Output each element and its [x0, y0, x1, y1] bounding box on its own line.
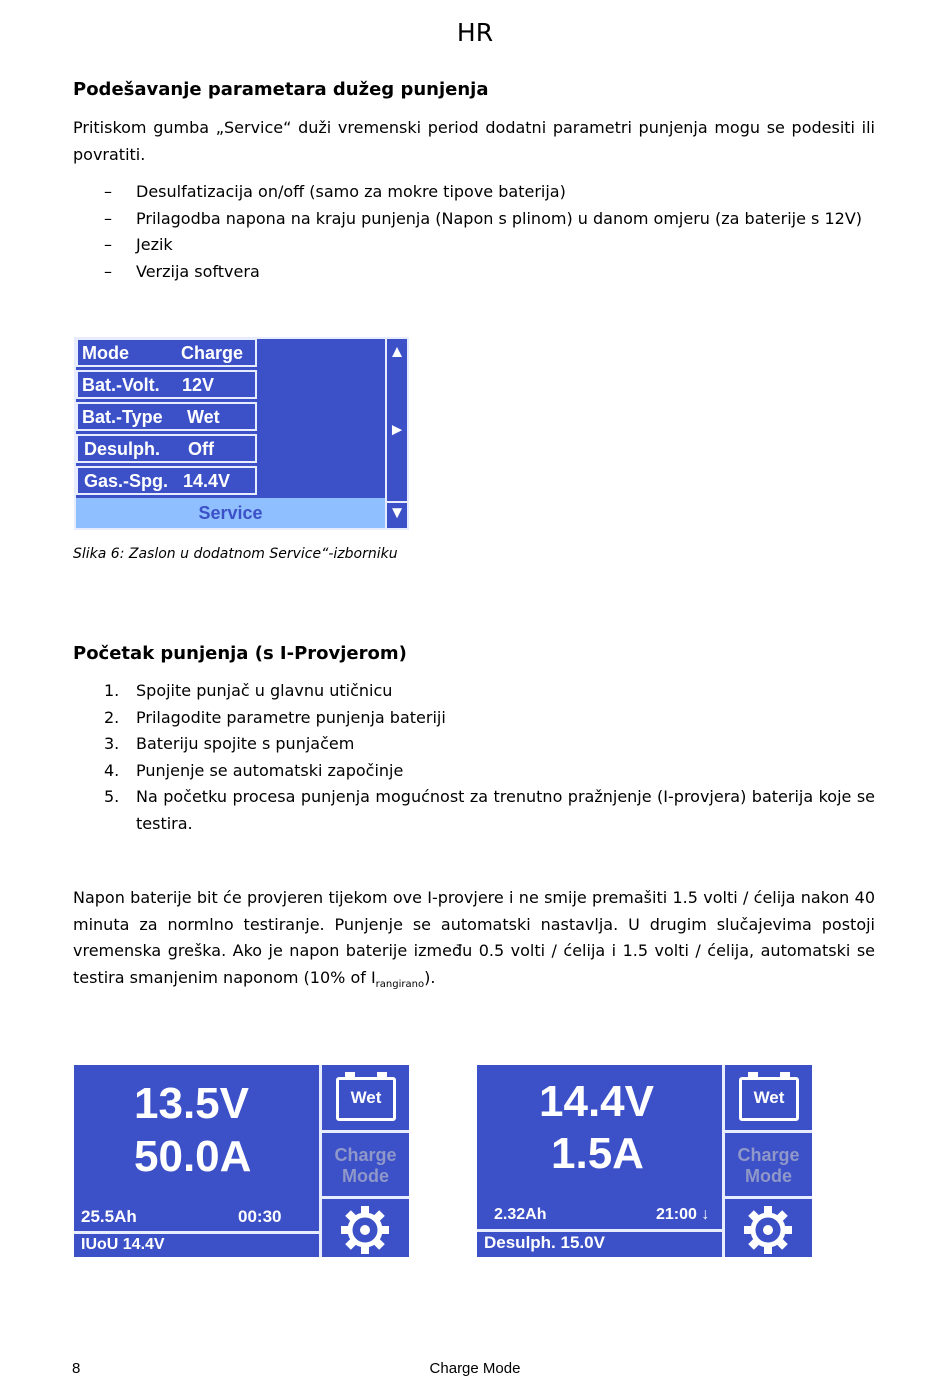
menu-row-desulph[interactable]: Desulph. Off — [76, 434, 257, 463]
list-item: – Verzija softvera — [104, 261, 260, 281]
voltage-readout: 13.5V — [134, 1079, 249, 1128]
service-button[interactable]: Service — [76, 498, 385, 528]
parameter-list — [104, 179, 875, 285]
gear-icon[interactable] — [743, 1205, 793, 1255]
charge-mode-label-2: Mode — [745, 1166, 792, 1186]
divider — [477, 1229, 722, 1232]
menu-row-bat-volt[interactable]: Bat.-Volt. 12V — [76, 370, 257, 399]
list-item: – Prilagodba napona na kraju punjenja (Napon s plinom) u danom omjeru (za baterije s 12V) — [104, 208, 862, 228]
list-item: – Jezik — [104, 235, 173, 254]
voltage-readout: 14.4V — [539, 1077, 654, 1126]
charge-mode-label-1: Charge — [334, 1145, 397, 1165]
battery-icon — [739, 1077, 799, 1121]
gear-icon[interactable] — [340, 1205, 390, 1255]
section-title-start-charging: Početak punjenja (s I-Provjerom) — [73, 643, 407, 664]
side-panel — [722, 1065, 812, 1257]
language-header: HR — [456, 18, 494, 47]
charge-mode-button[interactable] — [725, 1133, 812, 1199]
section-title-parameters: Podešavanje parametara dužeg punjenja — [73, 79, 489, 100]
capacity-readout: 25.5Ah — [81, 1207, 137, 1226]
figure-caption: Slika 6: Zaslon u dodatnom Service“-izborniku — [73, 546, 398, 562]
list-item: – Desulfatizacija on/off (samo za mokre tipove baterija) — [104, 182, 566, 201]
charging-screen-left — [74, 1065, 409, 1257]
list-item: 5. Na početku procesa punjenja mogućnost za trenutno pražnjenje (I-provjera) baterija koje se testira. — [104, 787, 875, 833]
charge-mode-button[interactable] — [322, 1133, 409, 1199]
list-item: 4. Punjenje se automatski započinje — [104, 760, 404, 780]
arrow-up-icon[interactable]: ▲ — [388, 342, 406, 361]
arrow-down-icon[interactable]: ▼ — [387, 501, 407, 529]
menu-row-mode[interactable]: Mode Charge — [76, 338, 257, 367]
time-readout: 00:30 — [238, 1207, 282, 1226]
i-check-paragraph: Napon baterije bit će provjeren tijekom ove I-provjere i ne smije premašiti 1.5 volti / ćelija nakon 40 minuta za normlno testiranje. Punjenje se automatski nastavlja. U drugim slučajevima postoji vremenska greška. Ako je napon baterije između 0.5 volti / ćelija i 1.5 volti / ćelija, automatski se testira smanjenim naponom (10% of $I_{rangirano}$). — [73, 888, 875, 990]
arrow-right-icon[interactable]: ► — [388, 420, 406, 439]
battery-type-label: Wet — [753, 1088, 785, 1107]
mode-line: Desulph. 15.0V — [484, 1233, 605, 1252]
menu-row-bat-type[interactable]: Bat.-Type Wet — [76, 402, 257, 431]
intro-paragraph: Pritiskom gumba „Service“ duži vremenski period dodatni parametri punjenja mogu se podesiti ili povratiti. — [73, 118, 875, 164]
battery-type-button[interactable] — [725, 1065, 812, 1133]
battery-type-button[interactable] — [322, 1065, 409, 1133]
current-readout: 50.0A — [134, 1132, 252, 1181]
steps-list — [104, 678, 875, 837]
battery-type-label: Wet — [350, 1088, 382, 1107]
charge-mode-label-1: Charge — [737, 1145, 800, 1165]
current-readout: 1.5A — [551, 1129, 644, 1178]
side-panel — [319, 1065, 409, 1257]
list-item: 1. Spojite punjač u glavnu utičnicu — [104, 681, 393, 700]
footer-title: Charge Mode — [429, 1360, 521, 1377]
charge-mode-label-2: Mode — [342, 1166, 389, 1186]
capacity-readout: 2.32Ah — [494, 1206, 547, 1223]
mode-line: IUoU 14.4V — [81, 1236, 165, 1253]
time-readout: 21:00 ↓ — [656, 1206, 710, 1223]
menu-row-gas-spg[interactable]: Gas.-Spg. 14.4V — [76, 466, 257, 495]
divider — [74, 1231, 319, 1234]
list-item: 2. Prilagodite parametre punjenja bateriji — [104, 707, 446, 727]
battery-icon — [336, 1077, 396, 1121]
page-number: 8 — [72, 1360, 81, 1377]
list-item: 3. Bateriju spojite s punjačem — [104, 734, 355, 753]
charging-screen-right — [477, 1065, 812, 1257]
